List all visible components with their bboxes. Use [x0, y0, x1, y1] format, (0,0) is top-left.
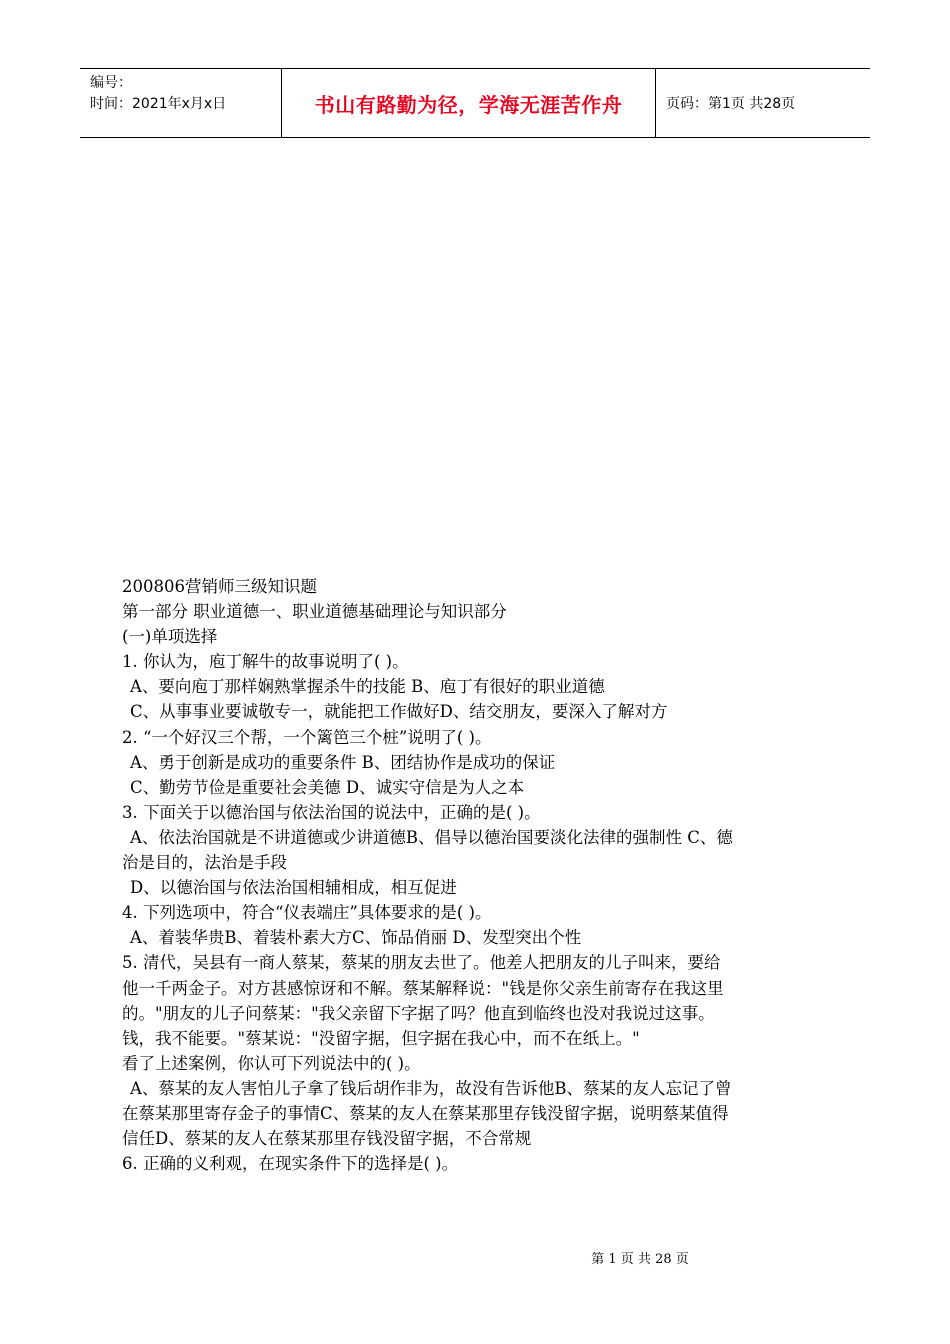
page-header — [80, 68, 870, 138]
question-3-option-d: D、以德治国与依法治国相辅相成，相互促进 — [130, 878, 457, 898]
question-5-options-line-2: 在蔡某那里寄存金子的事情C、蔡某的友人在蔡某那里存钱没留字据，说明蔡某值得 — [122, 1103, 729, 1123]
question-4-options: A、着装华贵B、着装朴素大方C、饰品俏丽 D、发型突出个性 — [130, 928, 582, 948]
question-1-options-ab: A、要向庖丁那样娴熟掌握杀牛的技能 B、庖丁有很好的职业道德 — [130, 677, 605, 697]
page-footer: 第 1 页 共 28 页 — [591, 1252, 689, 1267]
question-5-options-line-3: 信任D、蔡某的友人在蔡某那里存钱没留字据，不合常规 — [122, 1129, 532, 1149]
question-3-options-line-2: 治是目的，法治是手段 — [122, 853, 287, 873]
question-5-line-3: 的。"朋友的儿子问蔡某："我父亲留下字据了吗？他直到临终也没对我说过这事。 — [122, 1003, 715, 1023]
header-motto: 书山有路勤为径，学海无涯苦作舟 — [282, 69, 656, 137]
header-page-label: 页码：第1页 共28页 — [666, 96, 796, 112]
section-heading: (一)单项选择 — [122, 627, 218, 647]
document-body — [122, 574, 830, 1176]
question-3: 3. 下面关于以德治国与依法治国的说法中，正确的是( )。 — [122, 802, 541, 822]
question-1-options-cd: C、从事事业要诚敬专一，就能把工作做好D、结交朋友，要深入了解对方 — [130, 702, 668, 722]
question-4: 4. 下列选项中，符合“仪表端庄”具体要求的是( )。 — [122, 903, 492, 923]
time-label: 时间：2021年x月x日 — [90, 96, 227, 112]
question-5-line-1: 5. 清代，吴县有一商人蔡某，蔡某的朋友去世了。他差人把朋友的儿子叫来，要给 — [122, 953, 721, 973]
question-1: 1. 你认为，庖丁解牛的故事说明了( )。 — [122, 652, 409, 672]
question-2: 2. “一个好汉三个帮，一个篱笆三个桩”说明了( )。 — [122, 727, 492, 747]
question-5-line-5: 看了上述案例，你认可下列说法中的( )。 — [122, 1053, 421, 1073]
part-heading: 第一部分 职业道德一、职业道德基础理论与知识部分 — [122, 602, 507, 622]
question-5-options-line-1: A、蔡某的友人害怕儿子拿了钱后胡作非为，故没有告诉他B、蔡某的友人忘记了曾 — [130, 1078, 732, 1098]
question-6: 6. 正确的义利观，在现实条件下的选择是( )。 — [122, 1154, 459, 1174]
question-3-options-line-1: A、依法治国就是不讲道德或少讲道德B、倡导以德治国要淡化法律的强制性 C、德 — [130, 827, 733, 847]
question-5-line-4: 钱，我不能要。"蔡某说："没留字据，但字据在我心中，而不在纸上。" — [122, 1028, 640, 1048]
question-2-options-cd: C、勤劳节俭是重要社会美德 D、诚实守信是为人之本 — [130, 777, 525, 797]
question-2-options-ab: A、勇于创新是成功的重要条件 B、团结协作是成功的保证 — [130, 752, 556, 772]
question-5-line-2: 他一千两金子。对方甚感惊讶和不解。蔡某解释说："钱是你父亲生前寄存在我这里 — [122, 978, 724, 998]
number-label: 编号： — [90, 75, 132, 91]
doc-title: 200806营销师三级知识题 — [122, 577, 317, 596]
header-meta-cell — [80, 69, 282, 137]
